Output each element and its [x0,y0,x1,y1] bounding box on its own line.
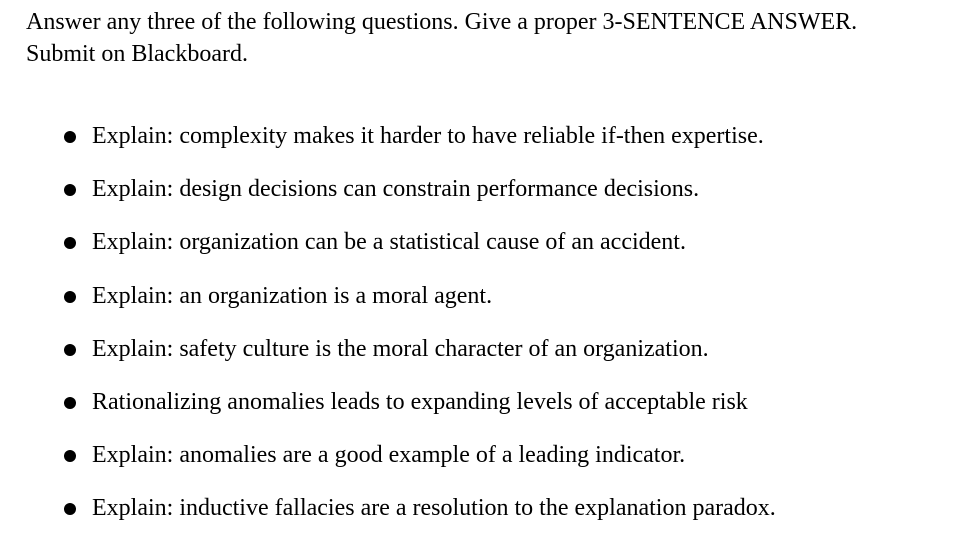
bullet-icon [64,237,76,249]
question-text: Explain: complexity makes it harder to have reliable if-then expertise. [92,123,764,149]
bullet-icon [64,450,76,462]
instructions-line-1: Answer any three of the following questions. Give a proper 3-SENTENCE ANSWER. [26,9,858,35]
question-text: Rationalizing anomalies leads to expanding levels of acceptable risk [92,388,748,415]
instructions-line-2: Submit on Blackboard. [26,41,248,67]
question-text: Explain: inductive fallacies are a resolution to the explanation paradox. [92,495,776,522]
question-text: Explain: organization can be a statistical cause of an accident. [92,229,686,256]
question-text: Explain: safety culture is the moral character of an organization. [92,335,709,362]
bullet-icon [64,344,76,356]
bullet-icon [64,503,76,515]
question-text: Explain: an organization is a moral agent. [92,282,493,309]
bullet-icon [64,184,76,196]
question-text: Explain: design decisions can constrain performance decisions. [92,176,700,203]
question-text: Explain: anomalies are a good example of a leading indicator. [92,442,686,469]
bullet-icon [64,291,76,303]
instructions [26,6,956,70]
bullet-icon [64,397,76,409]
bullet-icon [64,131,76,143]
